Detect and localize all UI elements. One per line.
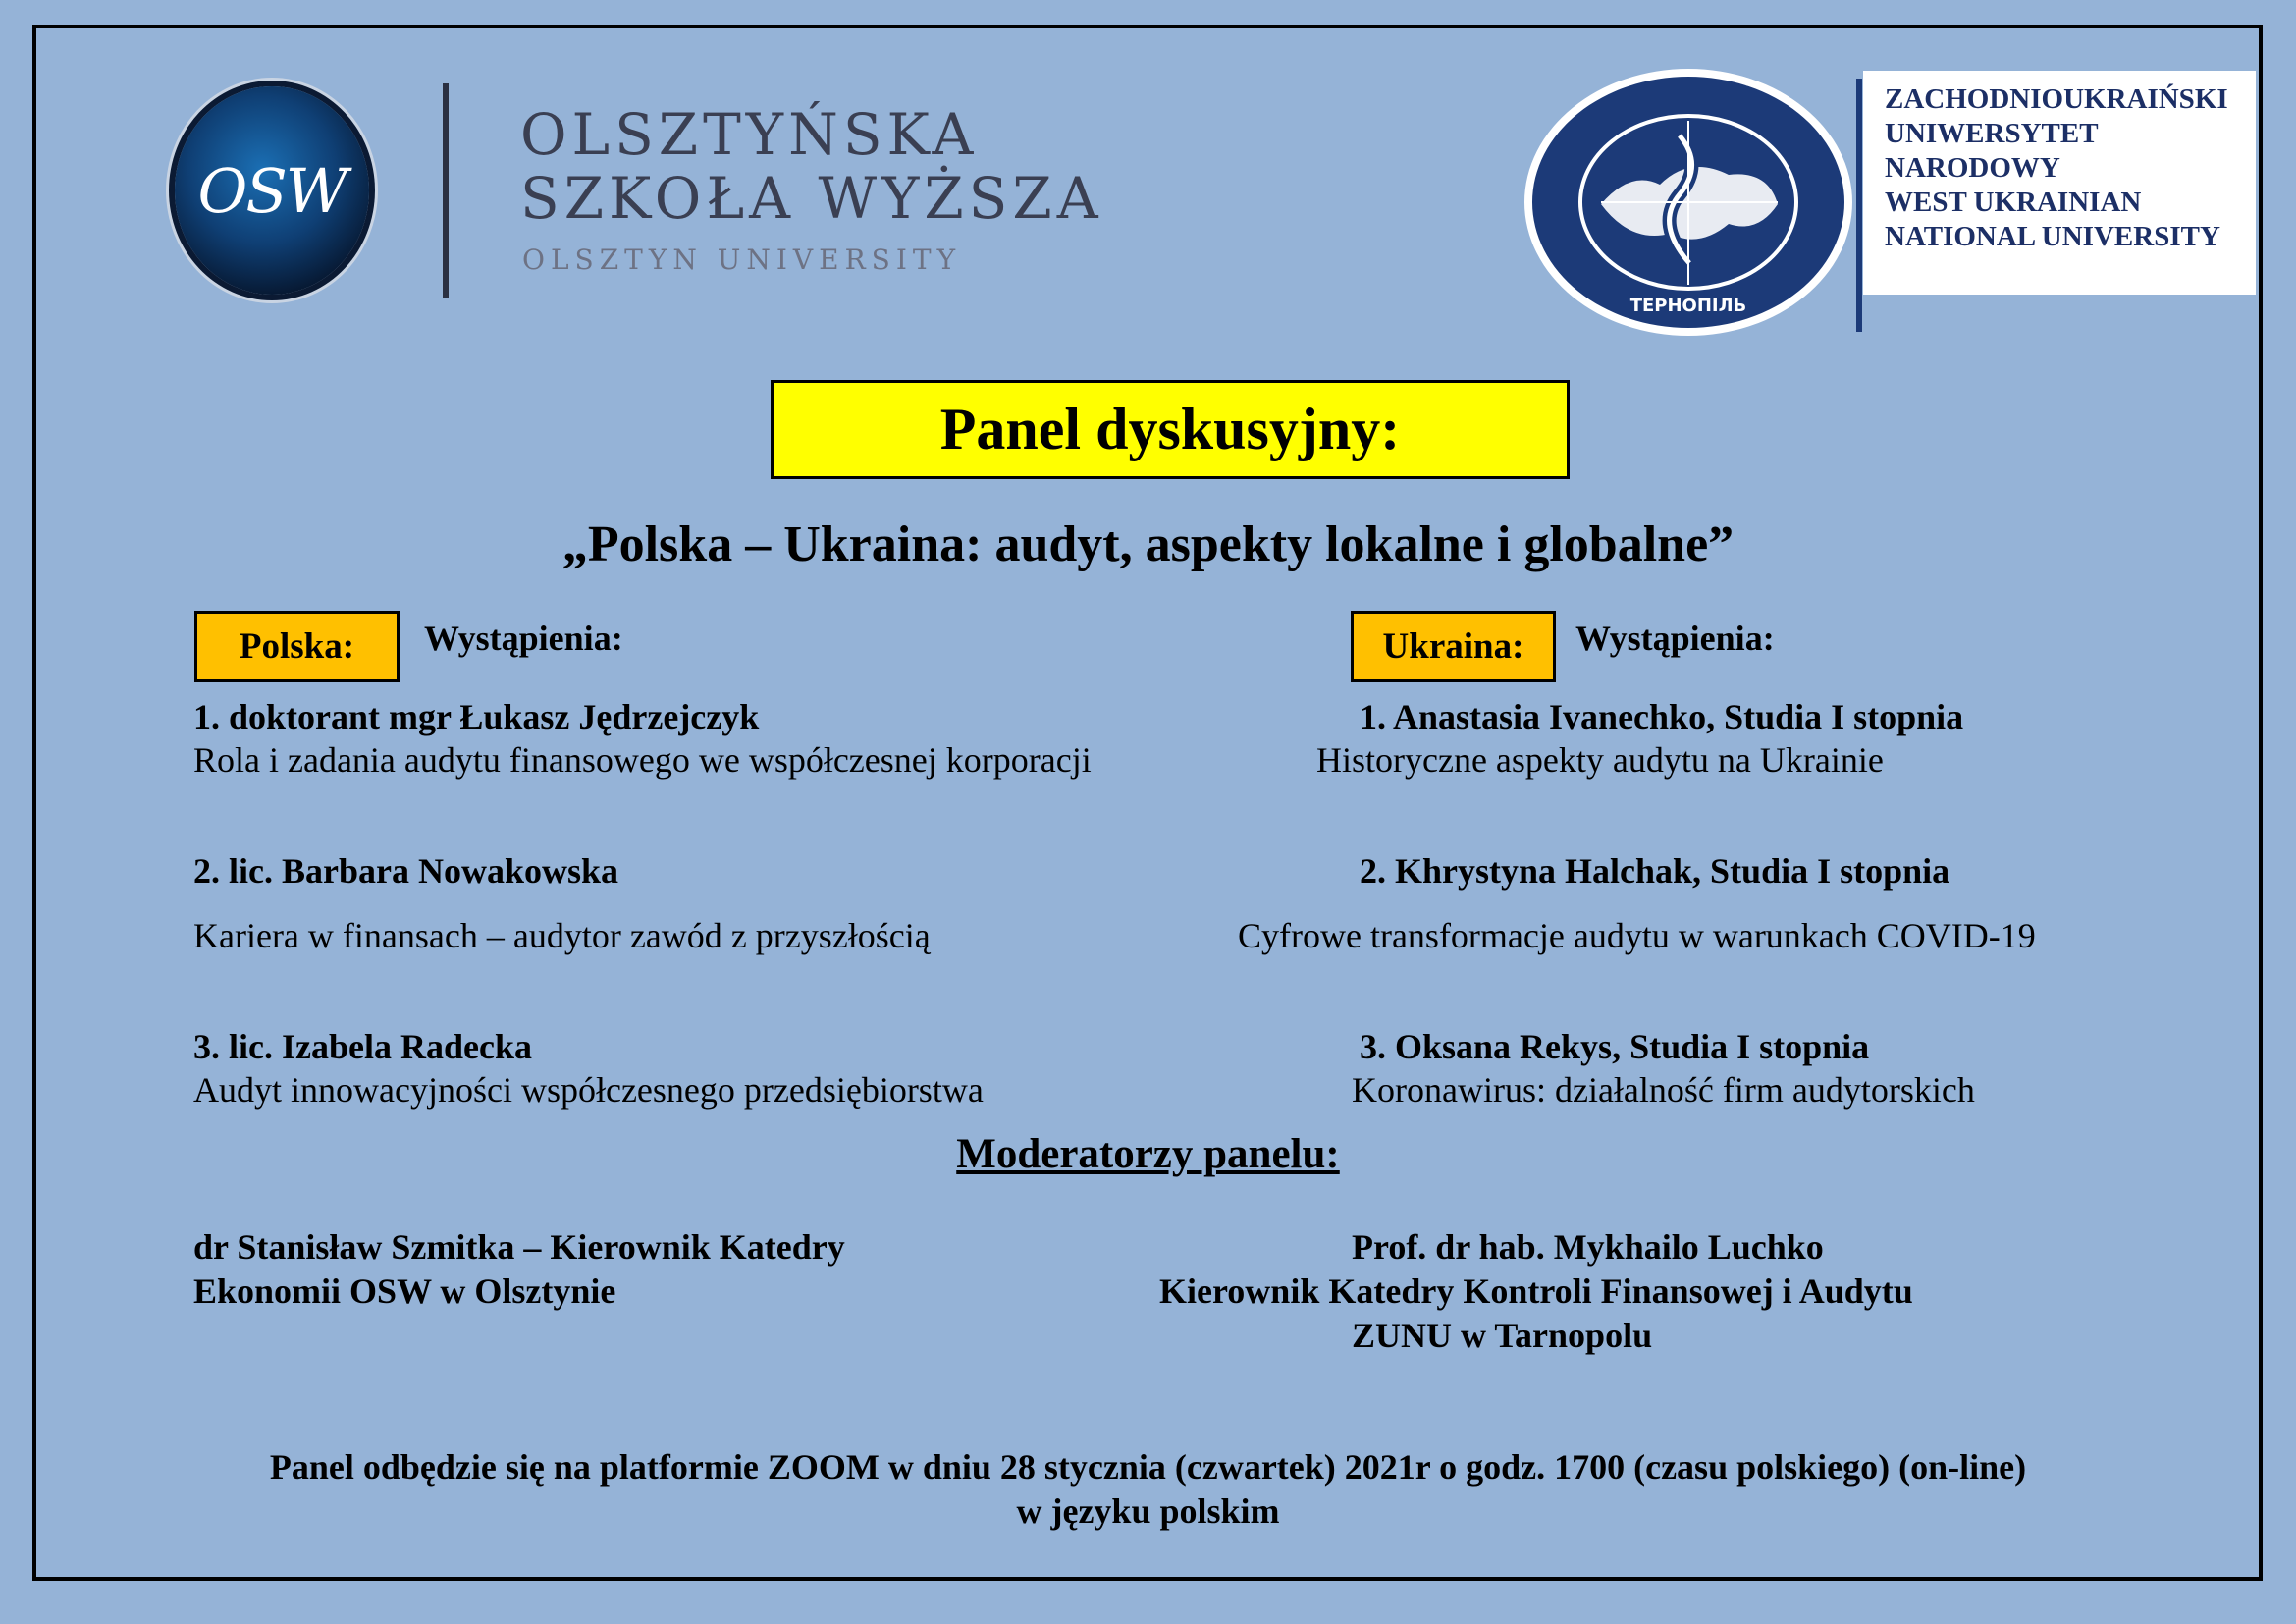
zunu-name-line: UNIWERSYTET	[1885, 118, 2099, 149]
zunu-city: ТЕРНОПІЛЬ	[1629, 296, 1747, 316]
zunu-name-line: ZACHODNIOUKRAIŃSKI	[1885, 83, 2228, 115]
ukraine-speaker-3: 3. Oksana Rekys, Studia I stopnia	[1360, 1027, 1870, 1066]
poland-speaker-2: 2. lic. Barbara Nowakowska	[193, 851, 619, 891]
osw-logo	[175, 86, 369, 295]
zunu-name-box	[1863, 71, 2256, 295]
poland-badge: Polska:	[194, 611, 400, 682]
osw-name-line2: SZKOŁA WYŻSZA	[520, 165, 1103, 232]
moderator-left-line2: Ekonomii OSW w Olsztynie	[193, 1272, 616, 1311]
poland-speaker-1: 1. doktorant mgr Łukasz Jędrzejczyk	[193, 697, 760, 736]
panel-subtitle: „Polska – Ukraina: audyt, aspekty lokalne i globalne”	[561, 516, 1735, 572]
zunu-logo-divider	[1856, 79, 1862, 332]
event-info-line2: w języku polskim	[1016, 1491, 1280, 1531]
zunu-name-line: NATIONAL UNIVERSITY	[1885, 221, 2220, 252]
osw-name-line3: OLSZTYN UNIVERSITY	[522, 244, 962, 276]
ukraine-badge: Ukraina:	[1351, 611, 1556, 682]
ukraine-speaker-2: 2. Khrystyna Halchak, Studia I stopnia	[1360, 851, 1950, 891]
ukraine-speaker-1: 1. Anastasia Ivanechko, Studia I stopnia	[1360, 697, 1964, 736]
event-info-line1: Panel odbędzie się na platformie ZOOM w dniu 28 stycznia (czwartek) 2021r o godz. 1700 (czasu polskiego) (on-line)	[269, 1447, 2027, 1487]
ukraine-topic-1: Historyczne aspekty audytu na Ukrainie	[1316, 740, 1884, 780]
zunu-seal	[1524, 69, 1852, 336]
moderator-left-line1: dr Stanisław Szmitka – Kierownik Katedry	[193, 1227, 845, 1267]
panel-title: Panel dyskusyjny:	[771, 380, 1570, 479]
poland-topic-2: Kariera w finansach – audytor zawód z przyszłością	[193, 916, 931, 955]
zunu-name-line: WEST UKRAINIAN	[1885, 187, 2142, 218]
poland-heading: Wystąpienia:	[424, 619, 623, 658]
moderator-right-line1: Prof. dr hab. Mykhailo Luchko	[1352, 1227, 1824, 1267]
ukraine-topic-2: Cyfrowe transformacje audytu w warunkach COVID-19	[1238, 916, 2036, 955]
osw-name-line1: OLSZTYŃSKA	[520, 101, 979, 168]
osw-logo-divider	[443, 83, 449, 298]
moderators-title: Moderatorzy panelu:	[956, 1131, 1340, 1177]
poland-speaker-3: 3. lic. Izabela Radecka	[193, 1027, 532, 1066]
zunu-seal-graphic	[1532, 77, 1844, 328]
osw-emblem-text: OSW	[197, 154, 347, 227]
moderator-right-line3: ZUNU w Tarnopolu	[1352, 1316, 1653, 1355]
poland-topic-1: Rola i zadania audytu finansowego we współczesnej korporacji	[193, 740, 1092, 780]
ukraine-heading: Wystąpienia:	[1575, 619, 1775, 658]
ukraine-topic-3: Koronawirus: działalność firm audytorskich	[1352, 1070, 1975, 1110]
poland-topic-3: Audyt innowacyjności współczesnego przedsiębiorstwa	[193, 1070, 984, 1110]
zunu-name-line: NARODOWY	[1885, 152, 2060, 184]
moderator-right-line2: Kierownik Katedry Kontroli Finansowej i Audytu	[1159, 1272, 1913, 1311]
